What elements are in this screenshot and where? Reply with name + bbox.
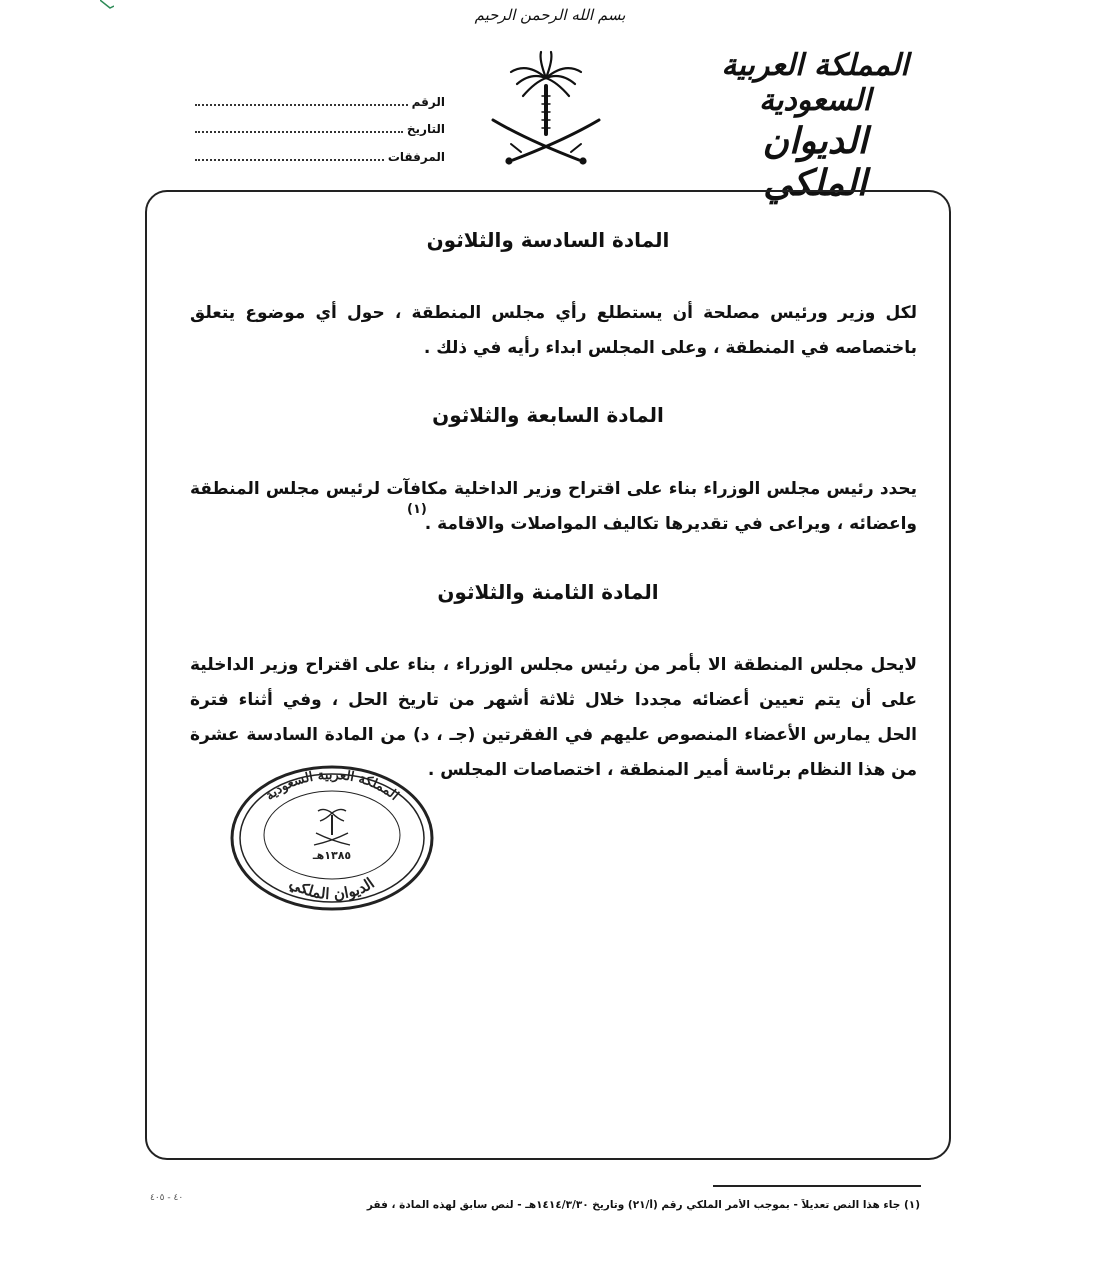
- date-label: التاريخ: [406, 122, 445, 136]
- attachments-field: [195, 149, 445, 164]
- article-36-line: لكل وزير ورئيس مصلحة أن يستطلع رأي مجلس المنطقة ، حول أي موضوع يتعلق: [190, 303, 917, 323]
- date-field: [195, 121, 445, 136]
- footnote-marker: (١): [407, 502, 427, 517]
- reference-number-dots: [195, 94, 408, 106]
- svg-text:١٣٨٥هـ: ١٣٨٥هـ: [312, 849, 352, 862]
- article-37-text: [190, 472, 917, 542]
- page-number: ٤٠ - ٤٠٥: [150, 1193, 184, 1203]
- basmala: بسم الله الرحمن الرحيم: [474, 6, 626, 24]
- article-37-line: يحدد رئيس مجلس الوزراء بناء على اقتراح وزير الداخلية مكافآت لرئيس مجلس المنطقة: [190, 479, 917, 499]
- article-38-line: من هذا النظام برئاسة أمير المنطقة ، اختصاصات المجلس .: [427, 760, 917, 780]
- date-dots: [195, 121, 403, 133]
- article-36-line: باختصاصه في المنطقة ، وعلى المجلس ابداء رأيه في ذلك .: [423, 338, 917, 358]
- article-38-line: الحل يمارس الأعضاء المنصوص عليهم في الفقرتين (جـ ، د) من المادة السادسة عشرة: [190, 725, 917, 745]
- article-36-text: [190, 296, 917, 366]
- article-38-heading: المادة الثامنة والثلاثون: [437, 580, 659, 604]
- reference-number-field: [195, 94, 445, 109]
- article-38-line: لايحل مجلس المنطقة الا بأمر من رئيس مجلس الوزراء ، بناء على اقتراح وزير الداخلية: [190, 655, 917, 675]
- article-37-heading: المادة السابعة والثلاثون: [432, 403, 664, 427]
- article-38-line: على أن يتم تعيين أعضائه مجددا خلال ثلاثة أشهر من تاريخ الحل ، وفي أثناء فترة: [190, 690, 917, 710]
- palm-and-swords-emblem-icon: [487, 48, 605, 170]
- svg-text:المملكة العربية السعودية: المملكة العربية السعودية: [262, 767, 402, 804]
- royal-court-seal-icon: [228, 763, 436, 913]
- footnote-separator: [713, 1185, 921, 1187]
- corner-mark-icon: [100, 0, 114, 10]
- kingdom-title: المملكة العربية السعودية: [721, 48, 909, 118]
- svg-text:الديوان الملكي: الديوان الملكي: [286, 873, 378, 904]
- royal-court-title: الديوان الملكي: [762, 120, 868, 204]
- attachments-label: المرفقات: [387, 150, 445, 164]
- article-36-heading: المادة السادسة والثلاثون: [426, 228, 670, 252]
- footnote-text: (١) جاء هذا النص تعديلاً - بموجب الأمر الملكي رقم (أ/٢١) وتاريخ ١٤١٤/٣/٣٠هـ - لنص سابق لهذه المادة ، فقر: [366, 1199, 920, 1211]
- reference-number-label: الرقم: [411, 95, 445, 109]
- attachments-dots: [195, 149, 384, 161]
- article-37-line: واعضائه ، ويراعى في تقديرها تكاليف المواصلات والاقامة .: [424, 514, 917, 534]
